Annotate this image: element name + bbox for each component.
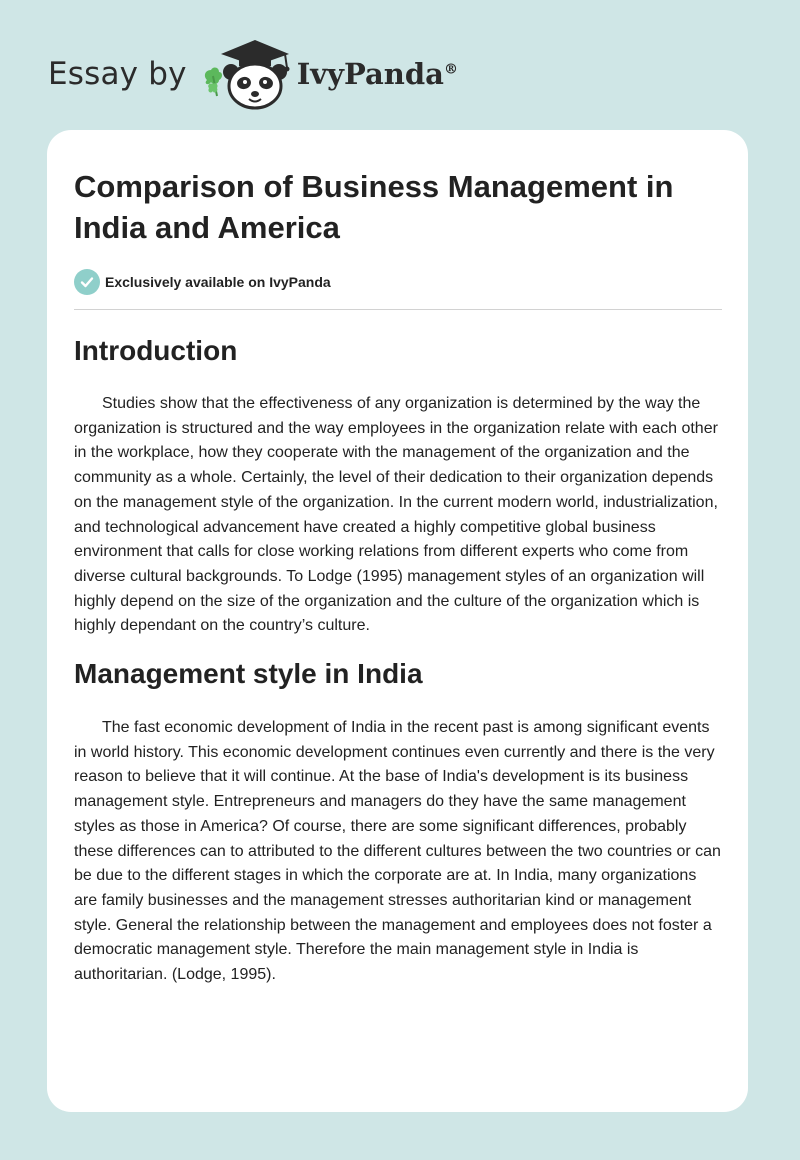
brand-name: IvyPanda® <box>296 57 458 91</box>
registered-mark: ® <box>443 61 458 78</box>
exclusive-badge <box>74 268 722 296</box>
ivypanda-logo-link[interactable] <box>201 36 293 112</box>
essay-content <box>74 130 722 988</box>
section-heading: Management style in India <box>74 658 423 690</box>
panda-logo-icon <box>201 36 293 112</box>
exclusive-label: Exclusively available on IvyPanda <box>105 274 331 290</box>
site-header <box>48 34 458 114</box>
ivy-leaf-icon <box>205 68 222 96</box>
section-paragraph: Studies show that the effectiveness of any organization is determined by the way the organization is structured and the way employees in the organization relate with each other in the workplace, how they cooperate with the management of the organization and the community as a whole. Certainly, the level of their dedication to their organization depends on the management style of the organization. In the current modern world, industrialization, and technological advancement have created a highly competitive global business environment that calls for close working relations from different experts who come from diverse cultural backgrounds. To Lodge (1995) management styles of an organization will highly depend on the size of the organization and the culture of the organization which is highly dependant on the country’s culture. <box>74 395 718 635</box>
essay-card <box>47 130 748 1112</box>
section-management-style-india <box>74 657 722 988</box>
section-introduction <box>74 334 722 639</box>
check-circle-icon <box>74 269 100 295</box>
title-divider <box>74 309 722 310</box>
essay-title: Comparison of Business Management in India and America <box>74 169 674 245</box>
essay-by-label: Essay by <box>48 56 187 92</box>
section-paragraph: The fast economic development of India in the recent past is among significant events in world history. This economic development continues even currently and there is the very reason to believe that it will continue. At the base of India's development is its business management style. Entrepreneurs and managers do they have the same management styles as those in America? Of course, there are some significant differences, probably these differences can to attributed to the different cultures between the two countries or can be due to the different stages in which the corporate are at. In India, many organizations are family businesses and the management stresses authoritarian kind or management style. General the relationship between the management and employees does not foster a democratic management style. Therefore the main management style in India is authoritarian. (Lodge, 1995). <box>74 719 721 984</box>
section-heading: Introduction <box>74 335 238 366</box>
